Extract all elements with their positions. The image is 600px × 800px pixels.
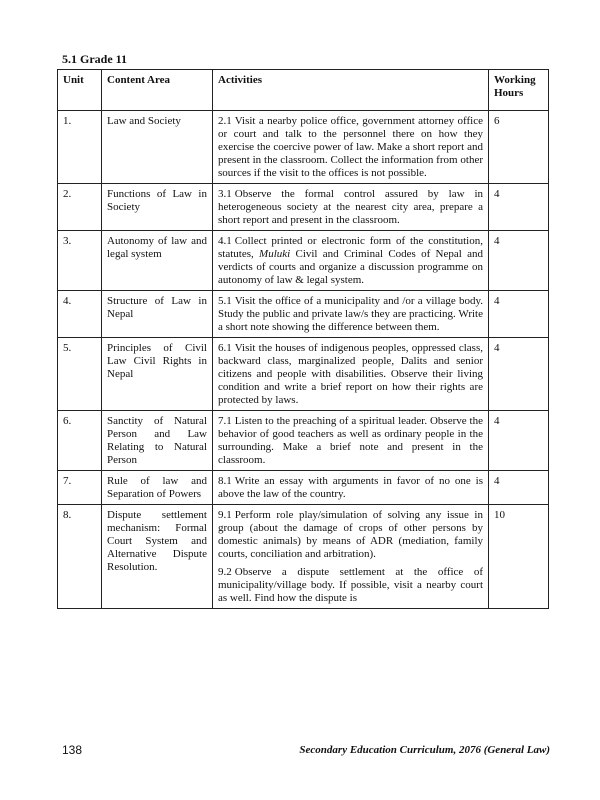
footer-title: Secondary Education Curriculum, 2076 (General Law): [299, 744, 550, 756]
activity-text: Visit the houses of indigenous peoples, oppressed class, backward class, marginalized people, Dalits and senior citizens and people with disabilities. Observe their living condition and write a brief report on how their rights are protected by laws.: [218, 342, 483, 406]
content-area-cell: Sanctity of Natural Person and Law Relating to Natural Person: [102, 411, 213, 471]
activity-text: Collect printed or electronic form of the constitution, statutes, Muluki Civil and Criminal Codes of Nepal and verdicts of courts and organize a discussion programme on autonomy of law & legal system.: [218, 235, 483, 286]
unit-cell: 3.: [58, 231, 102, 291]
table-row: [58, 231, 549, 291]
activity-item: [218, 235, 483, 287]
table-row: [58, 411, 549, 471]
activity-number: 7.1: [218, 415, 232, 427]
activity-text: Visit a nearby police office, government attorney office or court and talk to the personnel there on how they exercise the coercive power of law. Make a short report and present in the classroom. Collect the information from other sources if the visit to the offices is not possible.: [218, 115, 483, 179]
content-area-cell: Autonomy of law and legal system: [102, 231, 213, 291]
activity-item: [218, 509, 483, 561]
activities-cell: [213, 471, 489, 505]
unit-cell: 5.: [58, 338, 102, 411]
activity-item: [218, 188, 483, 227]
activity-text: Listen to the preaching of a spiritual leader. Observe the behavior of good teachers as well as ordinary people in the surrounding. Make a brief note and present in the classroom.: [218, 415, 483, 466]
table-row: [58, 291, 549, 338]
table-row: [58, 471, 549, 505]
activity-item: [218, 415, 483, 467]
activities-cell: [213, 338, 489, 411]
activities-cell: [213, 231, 489, 291]
activity-number: 8.1: [218, 475, 232, 487]
page-number: 138: [62, 743, 83, 757]
activity-number: 4.1: [218, 235, 232, 247]
activities-cell: [213, 411, 489, 471]
activity-item: [218, 342, 483, 407]
activity-text: Visit the office of a municipality and /or a village body. Study the public and private law/s they are practicing. Write a short note showing the difference between them.: [218, 295, 483, 333]
content-area-cell: Principles of Civil Law Civil Rights in Nepal: [102, 338, 213, 411]
header-content-area: Content Area: [102, 70, 213, 111]
content-area-cell: Law and Society: [102, 111, 213, 184]
activity-number: 9.1: [218, 509, 232, 521]
content-area-cell: Rule of law and Separation of Powers: [102, 471, 213, 505]
table-row: [58, 338, 549, 411]
activities-cell: [213, 111, 489, 184]
activity-text: Observe the formal control assured by law in heterogeneous society at the nearest city area, prepare a short report and present in the classroom.: [218, 188, 483, 226]
working-hours-cell: 4: [489, 471, 549, 505]
working-hours-cell: 10: [489, 505, 549, 609]
working-hours-cell: 4: [489, 291, 549, 338]
activity-number: 3.1: [218, 188, 232, 200]
activity-text: Write an essay with arguments in favor of no one is above the law of the country.: [218, 475, 483, 500]
unit-cell: 7.: [58, 471, 102, 505]
activities-cell: [213, 184, 489, 231]
activity-text: Observe a dispute settlement at the office of municipality/village body. If possible, visit a nearby court as well. Find how the dispute is: [218, 566, 483, 604]
working-hours-cell: 4: [489, 184, 549, 231]
content-area-cell: Functions of Law in Society: [102, 184, 213, 231]
unit-cell: 2.: [58, 184, 102, 231]
header-activities: Activities: [213, 70, 489, 111]
activity-item: [218, 295, 483, 334]
unit-cell: 8.: [58, 505, 102, 609]
content-area-cell: Structure of Law in Nepal: [102, 291, 213, 338]
table-row: [58, 505, 549, 609]
activity-number: 6.1: [218, 342, 232, 354]
header-unit: Unit: [58, 70, 102, 111]
unit-cell: 4.: [58, 291, 102, 338]
activity-item: [218, 566, 483, 605]
section-title: 5.1 Grade 11: [62, 52, 127, 66]
unit-cell: 6.: [58, 411, 102, 471]
activity-item: [218, 475, 483, 501]
working-hours-cell: 4: [489, 338, 549, 411]
table-row: [58, 184, 549, 231]
activity-item: [218, 115, 483, 180]
activity-number: 9.2: [218, 566, 232, 578]
header-working-hours: Working Hours: [489, 70, 549, 111]
working-hours-cell: 6: [489, 111, 549, 184]
activity-number: 5.1: [218, 295, 232, 307]
activities-cell: [213, 291, 489, 338]
working-hours-cell: 4: [489, 411, 549, 471]
activity-number: 2.1: [218, 115, 232, 127]
content-area-cell: Dispute settlement mechanism: Formal Court System and Alternative Dispute Resolution.: [102, 505, 213, 609]
activities-cell: [213, 505, 489, 609]
activity-text: Perform role play/simulation of solving any issue in group (about the damage of crops of other persons by domestic animals) by means of ADR (mediation, family courts, conciliation and arbitration).: [218, 509, 483, 560]
table-row: [58, 111, 549, 184]
curriculum-table: [57, 69, 549, 609]
table-body: [58, 111, 549, 609]
table-header-row: [58, 70, 549, 111]
unit-cell: 1.: [58, 111, 102, 184]
working-hours-cell: 4: [489, 231, 549, 291]
